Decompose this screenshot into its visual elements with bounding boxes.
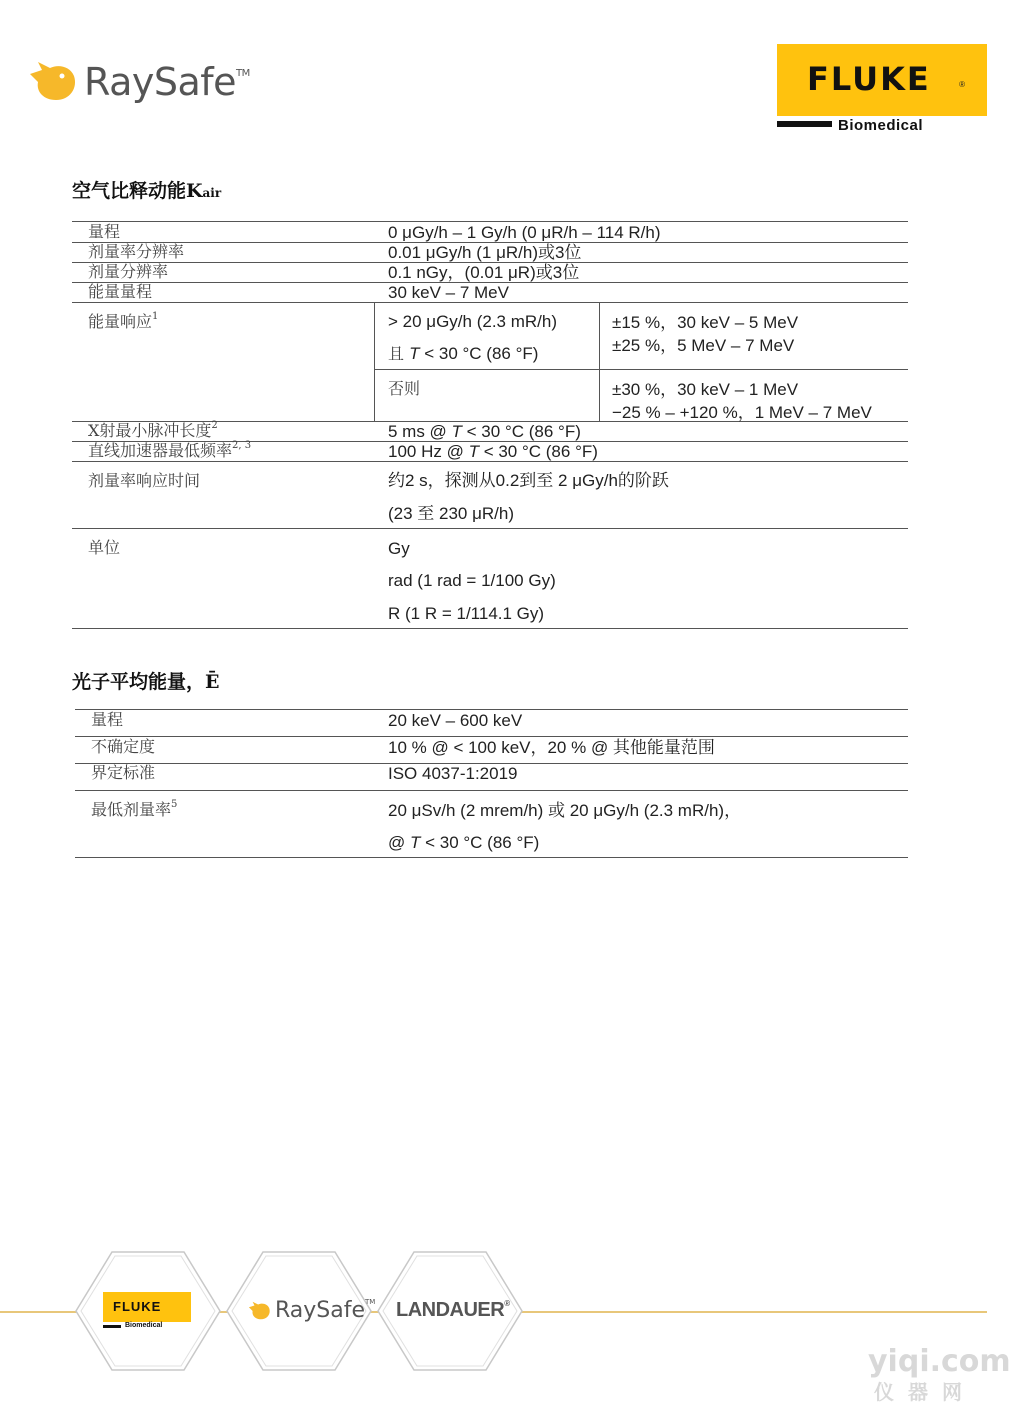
table-rule — [72, 302, 908, 303]
table-vrule — [599, 302, 600, 421]
table-rule — [75, 857, 908, 858]
energy-range-label: 能量量程 — [88, 282, 153, 301]
unit-gy: Gy — [388, 539, 410, 558]
response-time-line1: 约2 s，探测从0.2到至 2 μGy/h的阶跃 — [388, 471, 669, 490]
energy-range-value: 30 keV – 7 MeV — [388, 283, 509, 302]
footer-raysafe-bird-icon — [248, 1300, 272, 1322]
energy-response-label — [88, 312, 158, 331]
raysafe-tm: TM — [236, 68, 250, 79]
dose-rate-resolution-label: 剂量率分辨率 — [88, 242, 185, 261]
min-value-post: < 30 °C (86 °F) — [420, 833, 540, 852]
xray-min-pulse-label-text: X射最小脉冲长度 — [88, 421, 212, 440]
watermark-cn: 仪器网 — [874, 1382, 976, 1404]
temp-symbol: T — [409, 344, 420, 363]
linac-min-freq-label — [88, 441, 251, 460]
watermark: yiqi.com — [868, 1344, 1011, 1379]
section-title-mean-energy: 光子平均能量，Ē — [72, 671, 220, 693]
raysafe-logo — [28, 56, 268, 112]
min-dose-rate-label-text: 最低剂量率 — [91, 800, 172, 819]
response1-line1: ±15 %，30 keV – 5 MeV — [612, 313, 799, 332]
xray-min-pulse-value — [388, 422, 581, 441]
standard-value: ISO 4037-1:2019 — [388, 764, 518, 783]
linac-min-freq-value — [388, 442, 598, 461]
raysafe-logo-text: RaySafe — [84, 60, 237, 104]
table-vrule — [374, 302, 375, 421]
energy-range-label: 量程 — [91, 710, 124, 729]
section-title-text: 空气比释动能K — [72, 180, 203, 202]
energy-response-label-text: 能量响应 — [88, 312, 153, 331]
footer-fluke-bar — [103, 1325, 121, 1328]
footer-landauer-logo — [396, 1299, 510, 1322]
table-rule — [374, 369, 908, 370]
response-time-line2: (23 至 230 μR/h) — [388, 504, 515, 523]
xray-value-pre: 5 ms @ — [388, 422, 452, 441]
uncertainty-label: 不确定度 — [91, 737, 156, 756]
linac-value-post: < 30 °C (86 °F) — [478, 442, 598, 461]
xray-min-pulse-label — [88, 421, 218, 440]
unit-r: R (1 R = 1/114.1 Gy) — [388, 604, 545, 623]
linac-min-freq-label-text: 直线加速器最低频率 — [88, 441, 233, 460]
uncertainty-value: 10 % @ < 100 keV，20 % @ 其他能量范围 — [388, 738, 715, 757]
temp-symbol: T — [451, 422, 462, 441]
footer-raysafe-text: RaySafe — [275, 1298, 366, 1323]
energy-range-value: 20 keV – 600 keV — [388, 711, 523, 730]
response2-line2: −25 % – +120 %，1 MeV – 7 MeV — [612, 403, 872, 422]
table-rule — [75, 709, 908, 710]
condition1-and: 且 — [388, 344, 410, 363]
range-label: 量程 — [88, 222, 121, 241]
response2-line1: ±30 %，30 keV – 1 MeV — [612, 380, 799, 399]
fluke-reg-mark: ® — [959, 80, 965, 89]
unit-label: 单位 — [88, 538, 121, 557]
dose-resolution-value: 0.1 nGy，(0.01 μR)或3位 — [388, 263, 580, 282]
footnote-ref: 1 — [152, 310, 159, 322]
response-time-label: 剂量率响应时间 — [88, 471, 201, 490]
condition1-line2 — [388, 344, 538, 363]
min-dose-rate-label — [91, 800, 177, 819]
footer-raysafe-logo — [275, 1298, 375, 1323]
unit-rad: rad (1 rad = 1/100 Gy) — [388, 571, 556, 590]
dose-rate-resolution-value: 0.01 μGy/h (1 μR/h)或3位 — [388, 243, 582, 262]
fluke-logo-bar — [777, 121, 832, 127]
footer-raysafe-tm: TM — [365, 1298, 376, 1306]
table-rule — [72, 628, 908, 629]
table-rule — [72, 461, 908, 462]
table-rule — [72, 221, 908, 222]
footer-landauer-reg: ® — [504, 1299, 510, 1308]
fluke-logo-text: FLUKE — [807, 60, 931, 98]
table-rule — [72, 528, 908, 529]
range-value: 0 μGy/h – 1 Gy/h (0 μR/h – 114 R/h) — [388, 223, 661, 242]
fluke-logo — [777, 44, 987, 116]
min-dose-rate-line2 — [388, 833, 539, 852]
response1-line2: ±25 %，5 MeV – 7 MeV — [612, 336, 795, 355]
footnote-ref: 2, 3 — [232, 439, 252, 451]
footer-fluke-logo — [103, 1292, 191, 1322]
min-value-pre: @ — [388, 833, 410, 852]
condition1-temp: < 30 °C (86 °F) — [419, 344, 539, 363]
footer-fluke-text: FLUKE — [113, 1299, 162, 1314]
raysafe-bird-icon — [28, 60, 80, 104]
footer-landauer-text: LANDAUER — [396, 1299, 505, 1321]
temp-symbol: T — [468, 442, 479, 461]
linac-value-pre: 100 Hz @ — [388, 442, 469, 461]
xray-value-post: < 30 °C (86 °F) — [461, 422, 581, 441]
section-title-subscript: air — [202, 186, 222, 200]
table-rule — [75, 790, 908, 791]
condition2: 否则 — [388, 379, 421, 398]
dose-resolution-label: 剂量分辨率 — [88, 262, 169, 281]
footnote-ref: 2 — [211, 419, 218, 431]
min-dose-rate-line1: 20 μSv/h (2 mrem/h) 或 20 μGy/h (2.3 mR/h)， — [388, 801, 742, 820]
condition1-line1: > 20 μGy/h (2.3 mR/h) — [388, 312, 557, 331]
temp-symbol: T — [409, 833, 421, 852]
section-title-air-kerma — [72, 176, 221, 203]
footer-fluke-biomedical: Biomedical — [125, 1322, 163, 1329]
standard-label: 界定标准 — [91, 763, 156, 782]
table-rule — [75, 736, 908, 737]
fluke-biomedical-text: Biomedical — [838, 117, 924, 134]
footnote-ref: 5 — [171, 798, 178, 810]
